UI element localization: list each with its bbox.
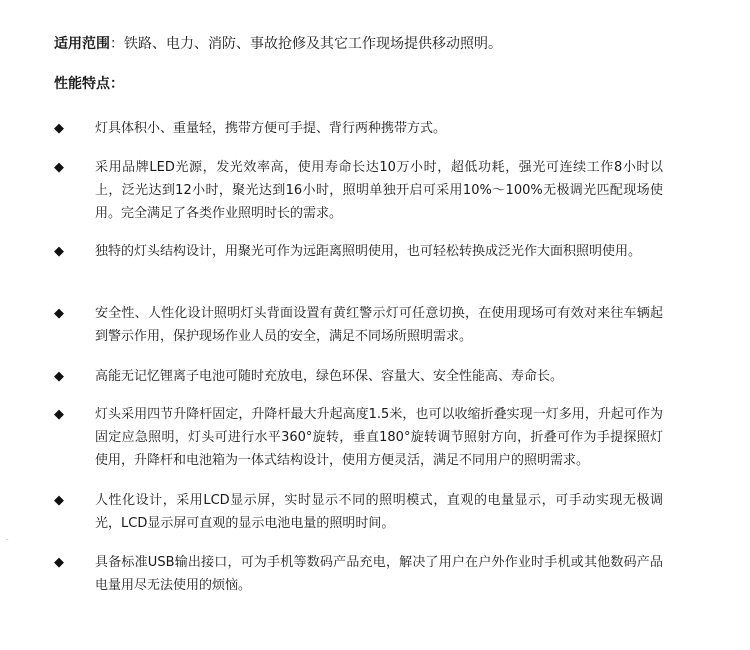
bullet-icon: ◆ [54,306,64,321]
features-heading [54,73,124,95]
bullet-icon: ◆ [54,555,64,570]
feature-text: 独特的灯头结构设计，用聚光可作为远距离照明使用，也可轻松转换成泛光作大面积照明使用。 [95,244,642,259]
scope-text: ：铁路、电力、消防、事故抢修及其它工作现场提供移动照明。 [110,36,502,52]
feature-text: 具备标准USB输出接口，可为手机等数码产品充电，解决了用户在户外作业时手机或其他数码产品电量用尽无法使用的烦恼。 [95,555,663,593]
feature-text: 人性化设计，采用LCD显示屏，实时显示不同的照明模式，直观的电量显示，可手动实现无极调光，LCD显示屏可直观的显示电池电量的照明时间。 [95,493,663,531]
margin-mark: - [6,536,9,544]
bullet-icon: ◆ [54,160,64,175]
features-heading-text: 性能特点 [54,76,110,92]
bullet-icon: ◆ [54,121,64,136]
feature-text: 安全性、人性化设计照明灯头背面设置有黄红警示灯可任意切换，在使用现场可有效对来往车辆起到警示作用，保护现场作业人员的安全，满足不同场所照明需求。 [95,306,663,344]
scope-label: 适用范围 [54,36,110,52]
features-heading-colon: ： [110,76,124,92]
feature-text: 高能无记忆锂离子电池可随时充放电，绿色环保、容量大、安全性能高、寿命长。 [95,369,564,384]
scope-line [54,33,734,55]
feature-text: 灯头采用四节升降杆固定，升降杆最大升起高度1.5米，也可以收缩折叠实现一灯多用，升起可作为固定应急照明，灯头可进行水平360°旋转，垂直180°旋转调节照射方向，折叠可作为手提探照灯使用，升降杆和电池箱为一体式结构设计，使用方便灵活，满足不同用户的照明需求。 [95,407,663,468]
feature-text: 采用品牌LED光源，发光效率高，使用寿命长达10万小时，超低功耗，强光可连续工作8小时以上，泛光达到12小时，聚光达到16小时，照明单独开启可采用10%～100%无极调光匹配现场使用。完全满足了各类作业照明时长的需求。 [95,160,663,221]
bullet-icon: ◆ [54,407,64,422]
bullet-icon: ◆ [54,244,64,259]
bullet-icon: ◆ [54,493,64,508]
bullet-icon: ◆ [54,369,64,384]
feature-text: 灯具体积小、重量轻，携带方便可手提、背行两种携带方式。 [95,121,447,136]
